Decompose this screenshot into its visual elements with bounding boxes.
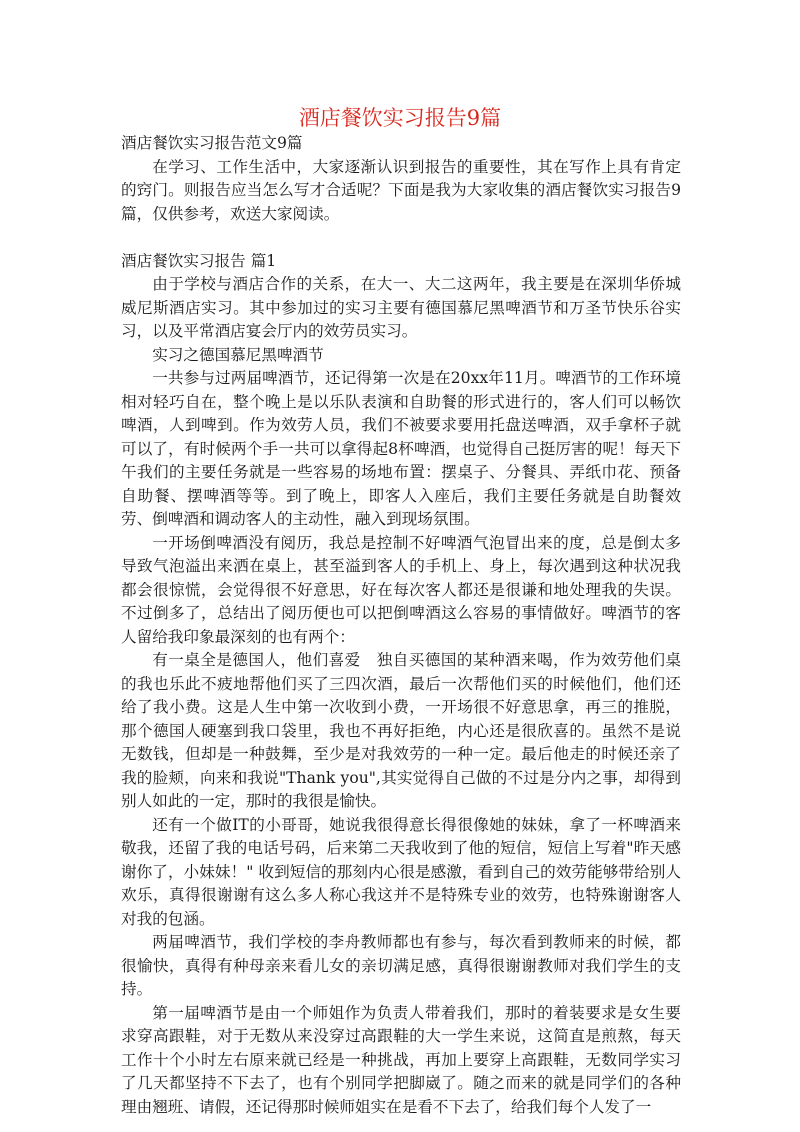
document-title: 酒店餐饮实习报告9篇 bbox=[298, 106, 502, 130]
paragraph: 由于学校与酒店合作的关系，在大一、大二这两年，我主要是在深圳华侨城威尼斯酒店实习。其中参加过的实习主要有德国慕尼黑啤酒节和万圣节快乐谷实习，以及平常酒店宴会厅内的效劳员实习。 bbox=[121, 275, 681, 340]
paragraph: 有一桌全是德国人，他们喜爱 独自买德国的某种酒来喝，作为效劳他们桌的我也乐此不疲地帮他们买了三四次酒，最后一次帮他们买的时候他们，他们还给了我小费。这是人生中第一次收到小费，一开场很不好意思拿，再三的推脱，那个德国人硬塞到我口袋里，我也不再好拒绝，内心还是很欣喜的。虽然不是说无数钱，但却是一种鼓舞，至少是对我效劳的一种一定。最后他走的时候还亲了我的脸颊，向来和我说"Thank you",其实觉得自己做的不过是分内之事，却得到别人如此的一定，那时的我很是愉快。 bbox=[121, 651, 681, 810]
document-body bbox=[121, 132, 681, 1119]
paragraph-spacer bbox=[121, 226, 681, 250]
paragraph: 实习之德国慕尼黑啤酒节 bbox=[152, 345, 324, 364]
paragraph: 酒店餐饮实习报告范文9篇 bbox=[121, 134, 303, 152]
paragraph: 在学习、工作生活中，大家逐渐认识到报告的重要性，其在写作上具有肯定的窍门。则报告应当怎么写才合适呢？下面是我为大家收集的酒店餐饮实习报告9篇，仅供参考，欢送大家阅读。 bbox=[121, 157, 681, 223]
paragraph: 一开场倒啤酒没有阅历，我总是控制不好啤酒气泡冒出来的度，总是倒太多导致气泡溢出来洒在桌上，甚至溢到客人的手机上、身上，每次遇到这种状况我都会很惊慌，会觉得很不好意思，好在每次客人都还是很谦和地处理我的失误。不过倒多了，总结出了阅历便也可以把倒啤酒这么容易的事情做好。啤酒节的客人留给我印象最深刻的也有两个： bbox=[121, 533, 681, 646]
paragraph: 酒店餐饮实习报告 篇1 bbox=[121, 251, 277, 270]
paragraph: 第一届啤酒节是由一个师姐作为负责人带着我们，那时的着装要求是女生要求穿高跟鞋，对于无数从来没穿过高跟鞋的大一学生来说，这简直是煎熬，每天工作十个小时左右原来就已经是一种挑战，再加上要穿上高跟鞋，无数同学实习了几天都坚持不下去了，也有个别同学把脚崴了。随之而来的就是同学们的各种理由翘班、请假，还记得那时候师姐实在是看不下去了，给我们每个人发了一 bbox=[121, 1003, 681, 1116]
paragraph: 还有一个做IT的小哥哥，她说我很得意长得很像她的妹妹，拿了一杯啤酒来敬我，还留了我的电话号码，后来第二天我收到了他的短信，短信上写着"昨天感谢你了，小妹妹！" 收到短信的那刻内心很是感激，看到自己的效劳能够带给别人欢乐，真得很谢谢有这么多人称心我这并不是特殊专业的效劳，也特殊谢谢客人对我的包涵。 bbox=[121, 815, 681, 928]
paragraph: 一共参与过两届啤酒节，还记得第一次是在20xx年11月。啤酒节的工作环境相对轻巧自在，整个晚上是以乐队表演和自助餐的形式进行的，客人们可以畅饮啤酒，人到啤到。作为效劳人员，我们不被要求要用托盘送啤酒，双手拿杯子就可以了，有时候两个手一共可以拿得起8杯啤酒，也觉得自己挺厉害的呢！每天下午我们的主要任务就是一些容易的场地布置：摆桌子、分餐具、弄纸巾花、预备自助餐、摆啤酒等等。到了晚上，即客人入座后，我们主要任务就是自助餐效劳、倒啤酒和调动客人的主动性，融入到现场氛围。 bbox=[121, 369, 681, 528]
paragraph: 两届啤酒节，我们学校的李舟教师都也有参与，每次看到教师来的时候，都很愉快，真得有种母亲来看儿女的亲切满足感，真得很谢谢教师对我们学生的支持。 bbox=[121, 933, 681, 998]
